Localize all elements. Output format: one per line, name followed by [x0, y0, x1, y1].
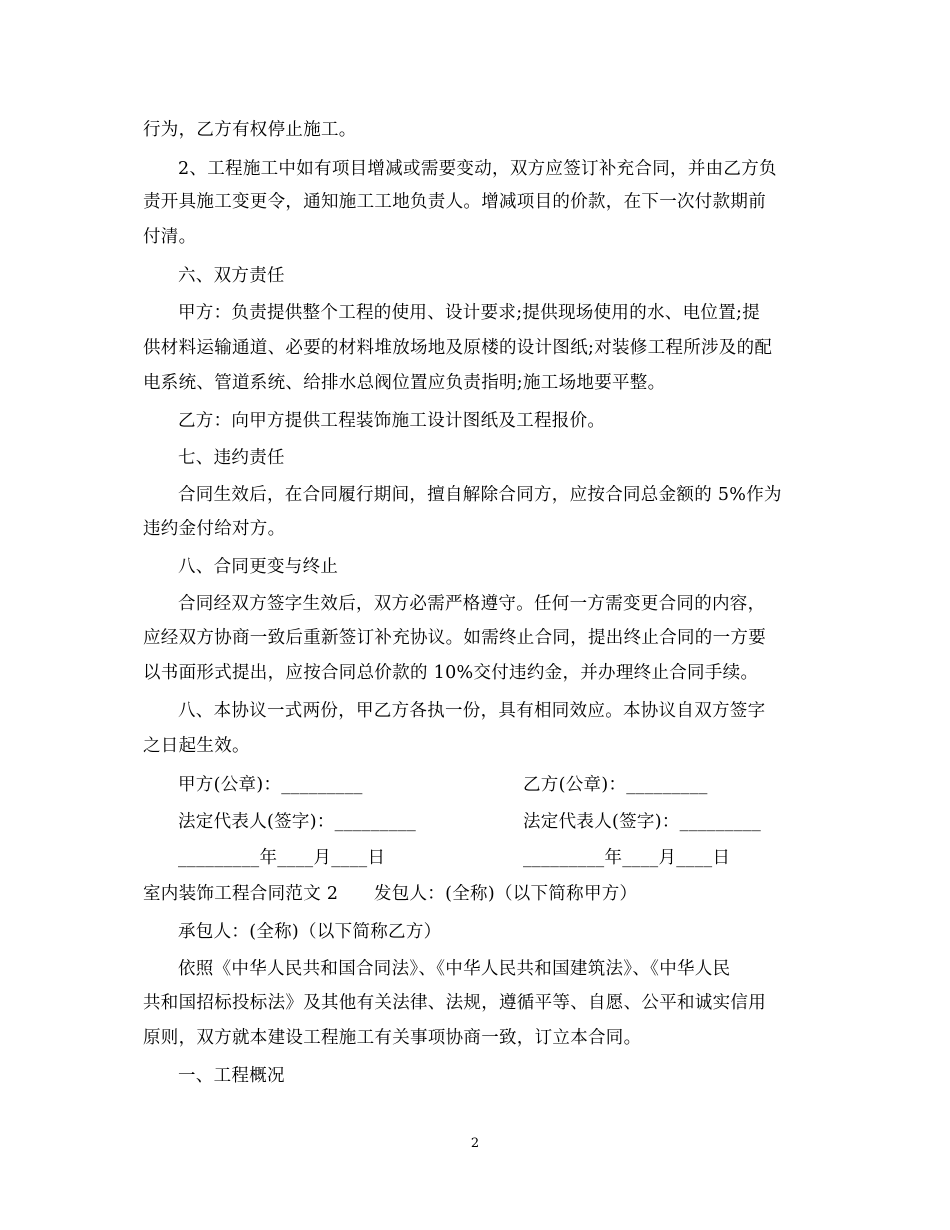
paragraph-line: 违约金付给对方。	[143, 519, 286, 539]
paragraph-line: 依照《中华人民共和国合同法》、《中华人民共和国建筑法》、《中华人民	[178, 959, 731, 979]
paragraph-line: 付清。	[143, 227, 197, 247]
paragraph-line: 承包人：(全称)（以下简称乙方）	[178, 922, 442, 942]
section-heading: 七、违约责任	[178, 448, 285, 468]
paragraph-line: 甲方：负责提供整个工程的使用、设计要求;提供现场使用的水、电位置;提	[178, 303, 760, 323]
paragraph-line: 供材料运输通道、必要的材料堆放场地及原楼的设计图纸;对装修工程所涉及的配	[143, 338, 773, 358]
paragraph-line: 之日起生效。	[143, 736, 250, 756]
party-b-seal-field: 乙方(公章)：_________	[523, 775, 708, 795]
paragraph-line: 乙方：向甲方提供工程装饰施工设计图纸及工程报价。	[178, 411, 606, 431]
page-number: 2	[470, 1136, 480, 1151]
party-a-representative-field: 法定代表人(签字)：_________	[178, 812, 417, 832]
paragraph-line: 八、本协议一式两份，甲乙方各执一份，具有相同效应。本协议自双方签字	[178, 701, 766, 721]
paragraph-line: 共和国招标投标法》及其他有关法律、法规，遵循平等、自愿、公平和诚实信用	[143, 993, 766, 1013]
party-b-representative-field: 法定代表人(签字)：_________	[523, 812, 762, 832]
paragraph-line: 行为，乙方有权停止施工。	[143, 120, 357, 140]
party-a-seal-field: 甲方(公章)：_________	[178, 775, 363, 795]
paragraph-line: 原则，双方就本建设工程施工有关事项协商一致，订立本合同。	[143, 1028, 642, 1048]
party-a-date-field: _________年____月____日	[178, 848, 386, 868]
section-heading: 六、双方责任	[178, 266, 285, 286]
party-b-date-field: _________年____月____日	[523, 848, 731, 868]
paragraph-line: 合同生效后，在合同履行期间，擅自解除合同方，应按合同总金额的 5%作为	[178, 485, 782, 505]
paragraph-line: 以书面形式提出，应按合同总价款的 10%交付违约金，并办理终止合同手续。	[143, 663, 759, 683]
section-heading: 一、工程概况	[178, 1066, 285, 1086]
paragraph-line: 合同经双方签字生效后，双方必需严格遵守。任何一方需变更合同的内容，	[178, 594, 766, 614]
paragraph-line: 2、工程施工中如有项目增减或需要变动，双方应签订补充合同，并由乙方负	[178, 159, 777, 179]
paragraph-line: 责开具施工变更令，通知施工工地负责人。增减项目的价款，在下一次付款期前	[143, 192, 766, 212]
contract-title-line: 室内装饰工程合同范文 2 发包人：(全称)（以下简称甲方）	[143, 884, 638, 904]
paragraph-line: 电系统、管道系统、给排水总阀位置应负责指明;施工场地要平整。	[143, 373, 666, 393]
paragraph-line: 应经双方协商一致后重新签订补充协议。如需终止合同，提出终止合同的一方要	[143, 628, 766, 648]
section-heading: 八、合同更变与终止	[178, 557, 339, 577]
